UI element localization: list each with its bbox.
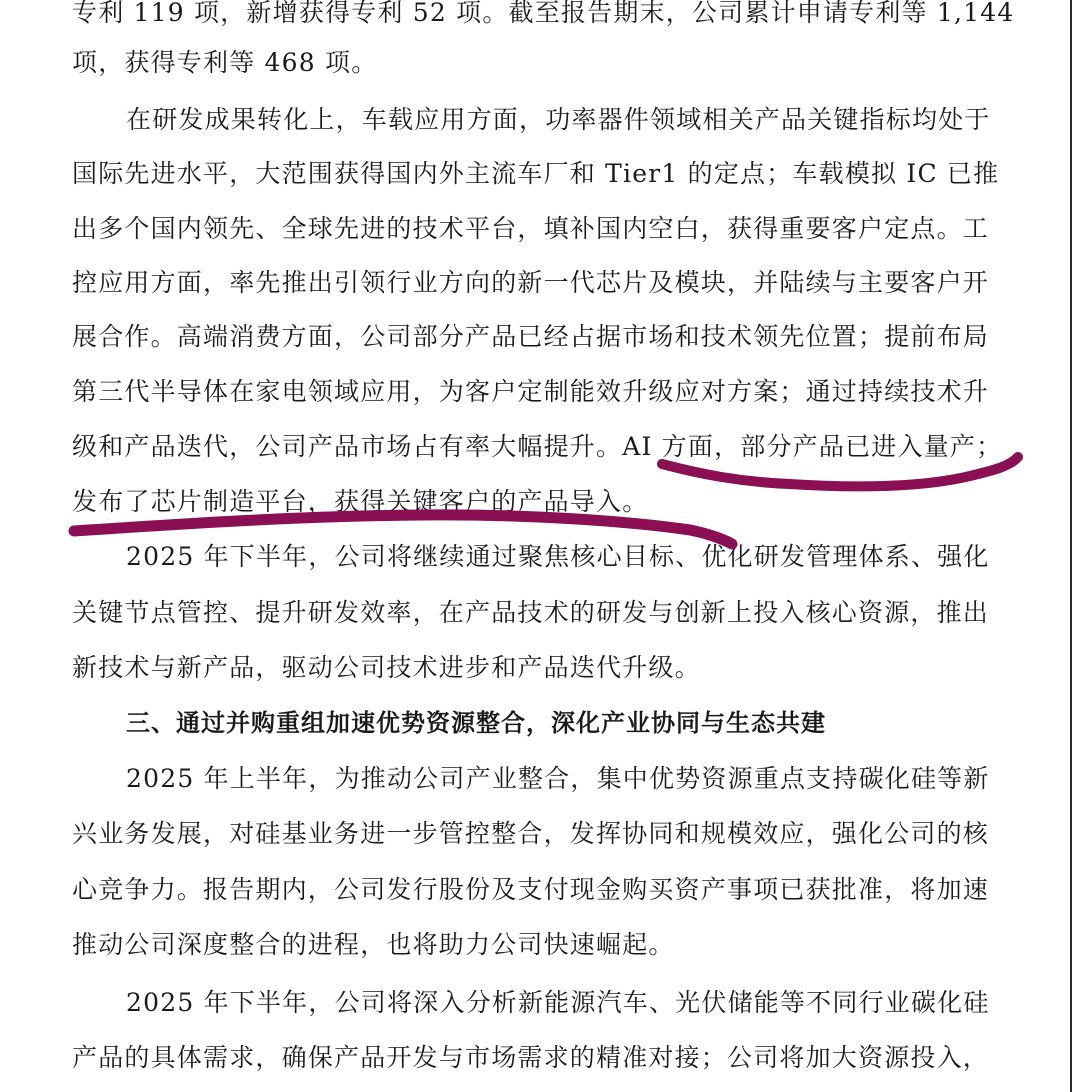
text-line: 发布了芯片制造平台，获得关键客户的产品导入。 (72, 487, 649, 516)
text-line: 兴业务发展，对硅基业务进一步管控整合，发挥协同和规模效应，强化公司的核 (72, 819, 990, 848)
text-line: 国际先进水平，大范围获得国内外主流车厂和 Tier1 的定点；车载模拟 IC 已推 (72, 159, 1000, 188)
text-line: 推动公司深度整合的进程，也将助力公司快速崛起。 (72, 930, 675, 959)
text-line: 项，获得专利等 468 项。 (72, 48, 378, 77)
text-line: 在研发成果转化上，车载应用方面，功率器件领域相关产品关键指标均处于 (126, 105, 991, 134)
text-line: 级和产品迭代，公司产品市场占有率大幅提升。AI 方面，部分产品已进入量产； (72, 432, 1003, 461)
text-line: 2025 年上半年，为推动公司产业整合，集中优势资源重点支持碳化硅等新 (126, 764, 990, 793)
text-line: 出多个国内领先、全球先进的技术平台，填补国内空白，获得重要客户定点。工 (72, 214, 990, 243)
text-line: 2025 年下半年，公司将深入分析新能源汽车、光伏储能等不同行业碳化硅 (126, 988, 990, 1017)
text-line: 展合作。高端消费方面，公司部分产品已经占据市场和技术领先位置；提前布局 (72, 322, 990, 351)
text-line: 关键节点管控、提升研发效率，在产品技术的研发与创新上投入核心资源，推出 (72, 598, 990, 627)
text-line: 专利 119 项，新增获得专利 52 项。截至报告期末，公司累计申请专利等 1,144 (72, 0, 1015, 27)
page-edge-divider (1070, 0, 1072, 1092)
text-line: 产品的具体需求，确保产品开发与市场需求的精准对接；公司将加大资源投入， (72, 1043, 990, 1072)
text-line: 新技术与新产品，驱动公司技术进步和产品迭代升级。 (72, 653, 701, 682)
text-line: 心竞争力。报告期内，公司发行股份及支付现金购买资产事项已获批准，将加速 (72, 875, 990, 904)
text-line: 2025 年下半年，公司将继续通过聚焦核心目标、优化研发管理体系、强化 (126, 542, 990, 571)
section-heading: 三、通过并购重组加速优势资源整合，深化产业协同与生态共建 (126, 709, 826, 737)
text-line: 第三代半导体在家电领域应用，为客户定制能效升级应对方案；通过持续技术升 (72, 377, 990, 406)
text-line: 控应用方面，率先推出引领行业方向的新一代芯片及模块，并陆续与主要客户开 (72, 268, 990, 297)
